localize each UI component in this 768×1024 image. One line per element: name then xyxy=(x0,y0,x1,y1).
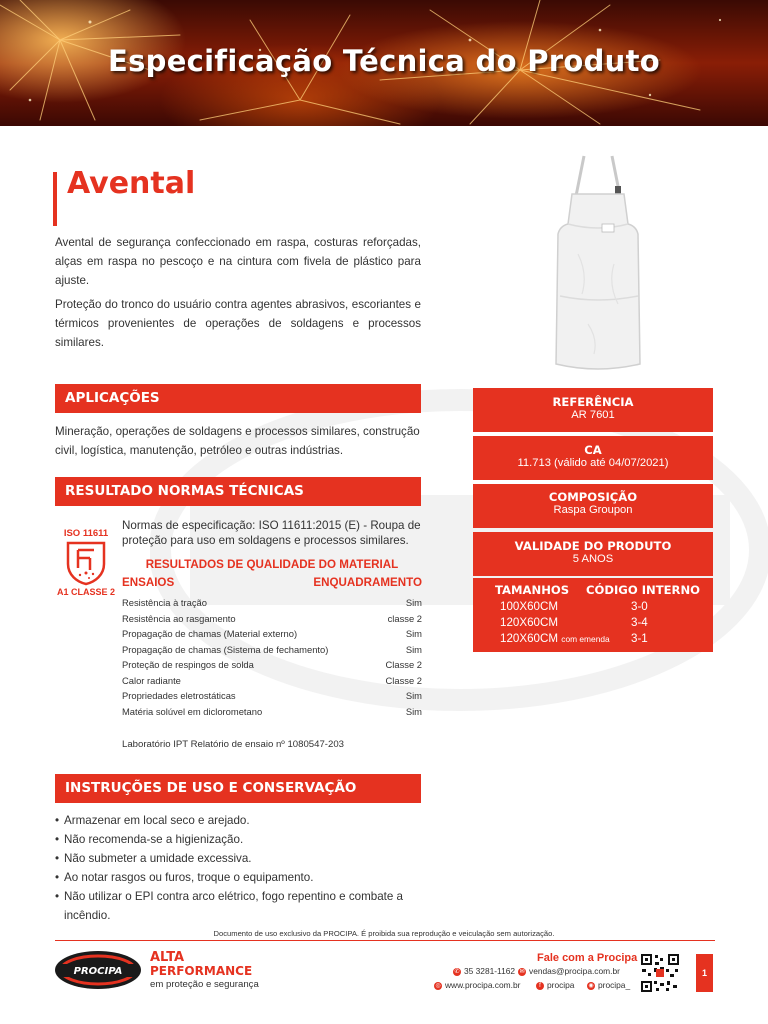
footer-divider xyxy=(55,940,715,941)
normas-text: Normas de especificação: ISO 11611:2015 (E) - Roupa de proteção para uso em soldagens e processos similares. xyxy=(122,519,421,547)
table-row: Propagação de chamas (Material externo) Sim xyxy=(122,628,422,639)
section-heading-normas: RESULTADO NORMAS TÉCNICAS xyxy=(55,477,421,506)
table-row: Matéria solúvel em diclorometano Sim xyxy=(122,705,422,717)
contact-email[interactable]: ✉ vendas@procipa.com.br xyxy=(519,966,620,976)
aplicacoes-text: Mineração, operações de soldagens e processos similares, construção civil, logística, manutenção, petróleo e outras indústrias. xyxy=(55,425,420,457)
facebook-icon: f xyxy=(536,982,544,990)
section-heading-aplicacoes: APLICAÇÕES xyxy=(55,384,421,413)
tagline-performance: PERFORMANCE xyxy=(150,964,253,978)
list-item: • Armazenar em local seco e arejado. xyxy=(55,811,421,830)
spec-composition: COMPOSIÇÃO Raspa Groupon xyxy=(473,484,713,528)
table-row: Calor radiante Classe 2 xyxy=(122,674,422,686)
table-row: Propriedades eletrostáticas Sim xyxy=(122,690,422,701)
iso-badge xyxy=(55,528,117,597)
list-item: • Não recomenda-se a higienização. xyxy=(55,830,421,849)
qr-code-icon[interactable] xyxy=(640,953,680,993)
contact-website[interactable]: ◎ www.procipa.com.br xyxy=(435,980,521,990)
col-header-ensaios: ENSAIOS xyxy=(122,576,175,589)
page-title: Especificação Técnica do Produto xyxy=(107,44,660,78)
phone-icon: ✆ xyxy=(454,968,460,975)
section-heading-instrucoes: INSTRUÇÕES DE USO E CONSERVAÇÃO xyxy=(55,774,421,803)
table-row: Resistência à tração Sim xyxy=(122,597,422,608)
table-row: Propagação de chamas (Sistema de fechamento) Sim xyxy=(122,643,422,655)
list-item: • Ao notar rasgos ou furos, troque o equipamento. xyxy=(55,868,421,887)
spec-validity: VALIDADE DO PRODUTO 5 ANOS xyxy=(473,532,713,576)
globe-icon: ◎ xyxy=(435,982,441,989)
quality-table-header xyxy=(122,576,422,589)
footer-disclaimer: Documento de uso exclusivo da PROCIPA. É proibida sua reprodução e veiculação sem autorização. xyxy=(213,929,555,938)
list-item: • Não submeter a umidade excessiva. xyxy=(55,849,421,868)
table-row: Resistência ao rasgamento classe 2 xyxy=(122,612,422,624)
header-banner xyxy=(0,0,768,126)
list-item: • Não utilizar o EPI contra arco elétrico, fogo repentino e combate a incêndio. xyxy=(55,887,421,925)
mail-icon: ✉ xyxy=(519,968,525,975)
product-description: Avental de segurança confeccionado em raspa, costuras reforçadas, alças em raspa no pescoço e na cintura com fivela de plástico para ajuste. xyxy=(55,236,421,287)
lab-report: Laboratório IPT Relatório de ensaio nº 1080547-203 xyxy=(122,739,345,750)
quality-table xyxy=(122,597,422,721)
page-number: 1 xyxy=(696,954,713,992)
spec-reference: REFERÊNCIA AR 7601 xyxy=(473,388,713,432)
iso-label: ISO 11611 xyxy=(63,528,109,539)
contact-instagram[interactable]: ◉ procipa_ xyxy=(588,980,631,990)
product-title: Avental xyxy=(67,166,196,201)
welding-shield-icon xyxy=(65,540,107,586)
procipa-logo xyxy=(53,949,143,991)
apron-product-image xyxy=(548,154,648,376)
contact-title: Fale com a Procipa xyxy=(537,952,638,964)
instructions-list xyxy=(55,811,421,925)
contact-phone[interactable]: ✆ 35 3281-1162 xyxy=(454,966,516,976)
spec-ca: CA 11.713 (válido até 04/07/2021) xyxy=(473,436,713,480)
iso-class: A1 CLASSE 2 xyxy=(56,587,116,597)
tagline-protection: em proteção e segurança xyxy=(150,979,259,990)
col-header-enquadramento: ENQUADRAMENTO xyxy=(313,576,422,589)
title-accent-bar xyxy=(53,172,57,226)
tagline-alta: ALTA xyxy=(150,950,185,965)
spec-sizes: TAMANHOS CÓDIGO INTERNO 100X60CM 3-0 120X60CM 3-4 120X60CM com emenda 3-1 xyxy=(473,578,713,652)
instagram-icon: ◉ xyxy=(588,982,594,989)
quality-results-title: RESULTADOS DE QUALIDADE DO MATERIAL xyxy=(145,558,399,571)
logo-text: PROCIPA xyxy=(73,966,123,977)
product-protection-description: Proteção do tronco do usuário contra agentes abrasivos, escoriantes e térmicos provenientes de operações de soldagens e processos similares. xyxy=(55,298,421,349)
contact-facebook[interactable]: f procipa xyxy=(536,980,574,990)
table-row: Proteção de respingos de solda Classe 2 xyxy=(122,659,422,670)
